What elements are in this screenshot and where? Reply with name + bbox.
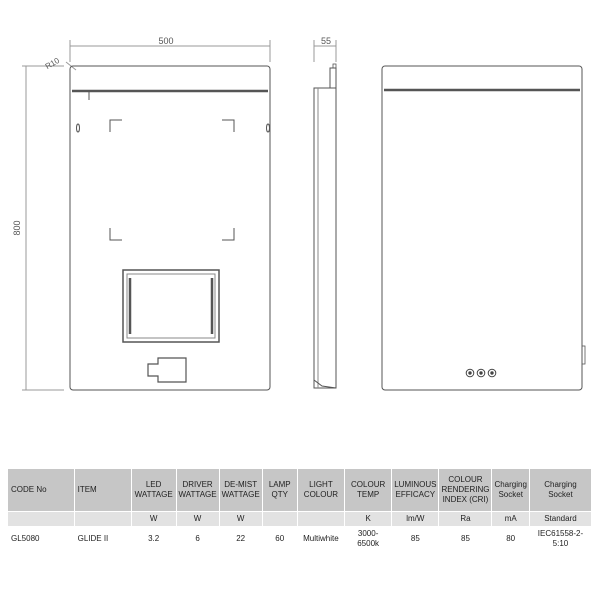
value-cell: GLIDE II bbox=[74, 527, 131, 552]
header-cell: CODE No bbox=[8, 469, 75, 512]
front-view bbox=[22, 40, 270, 390]
header-cell: LIGHT COLOUR bbox=[297, 469, 344, 512]
table-units-row bbox=[8, 512, 592, 527]
header-cell: LUMINOUS EFFICACY bbox=[392, 469, 439, 512]
unit-cell: lm/W bbox=[392, 512, 439, 527]
unit-cell: W bbox=[131, 512, 176, 527]
value-cell: 60 bbox=[262, 527, 297, 552]
header-cell: Charging Socket bbox=[529, 469, 591, 512]
unit-cell: Ra bbox=[439, 512, 492, 527]
header-cell: LED WATTAGE bbox=[131, 469, 176, 512]
value-cell: Multiwhite bbox=[297, 527, 344, 552]
spec-table bbox=[7, 468, 592, 552]
dim-radius-label: R10 bbox=[43, 55, 61, 72]
rear-view bbox=[382, 66, 585, 390]
unit-cell: Standard bbox=[529, 512, 591, 527]
unit-cell: K bbox=[345, 512, 392, 527]
header-cell: Charging Socket bbox=[492, 469, 529, 512]
value-cell: 3.2 bbox=[131, 527, 176, 552]
unit-cell: W bbox=[219, 512, 262, 527]
table-header-row bbox=[8, 469, 592, 512]
value-cell: GL5080 bbox=[8, 527, 75, 552]
dim-width-label: 500 bbox=[158, 36, 174, 46]
value-cell: 6 bbox=[176, 527, 219, 552]
header-cell: DRIVER WATTAGE bbox=[176, 469, 219, 512]
value-cell: 80 bbox=[492, 527, 529, 552]
header-cell: COLOUR RENDERING INDEX (CRI) bbox=[439, 469, 492, 512]
side-view bbox=[314, 40, 336, 388]
value-cell: 22 bbox=[219, 527, 262, 552]
unit-cell bbox=[297, 512, 344, 527]
value-cell: 85 bbox=[439, 527, 492, 552]
header-cell: DE-MIST WATTAGE bbox=[219, 469, 262, 512]
unit-cell: W bbox=[176, 512, 219, 527]
unit-cell bbox=[262, 512, 297, 527]
control-buttons bbox=[466, 369, 496, 377]
value-cell: 3000-6500k bbox=[345, 527, 392, 552]
header-cell: LAMP QTY bbox=[262, 469, 297, 512]
header-cell: ITEM bbox=[74, 469, 131, 512]
value-cell: IEC61558-2-5:10 bbox=[529, 527, 591, 552]
unit-cell: mA bbox=[492, 512, 529, 527]
header-cell: COLOUR TEMP bbox=[345, 469, 392, 512]
unit-cell bbox=[8, 512, 75, 527]
table-row bbox=[8, 527, 592, 552]
unit-cell bbox=[74, 512, 131, 527]
value-cell: 85 bbox=[392, 527, 439, 552]
dim-height-label: 800 bbox=[12, 220, 22, 236]
dim-depth-label: 55 bbox=[320, 36, 332, 46]
